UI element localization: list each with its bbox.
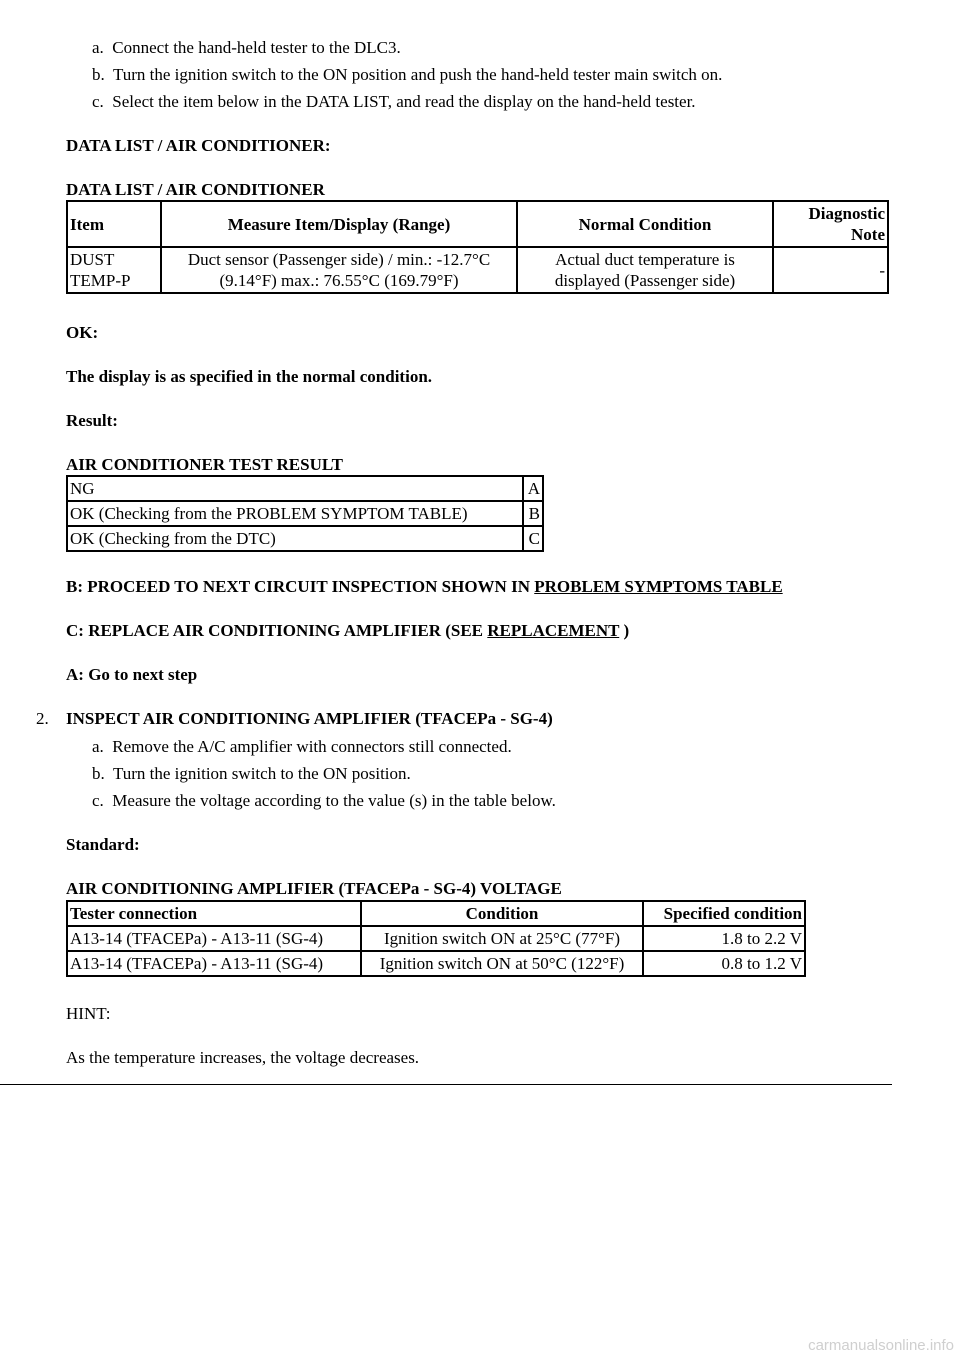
step-letter: a. bbox=[92, 38, 104, 57]
result-condition: OK (Checking from the DTC) bbox=[67, 526, 523, 551]
step-2a bbox=[92, 737, 512, 757]
step-letter: b. bbox=[92, 764, 105, 783]
cell-measure: Duct sensor (Passenger side) / min.: -12.7°C (9.14°F) max.: 76.55°C (169.79°F) bbox=[161, 247, 517, 293]
header-item: Item bbox=[67, 201, 161, 247]
header-measure: Measure Item/Display (Range) bbox=[161, 201, 517, 247]
header-note: Note bbox=[851, 225, 885, 244]
result-b-text: B: PROCEED TO NEXT CIRCUIT INSPECTION SHOWN IN bbox=[66, 577, 535, 596]
step-number: 2. bbox=[36, 709, 49, 728]
step-letter: b. bbox=[92, 65, 105, 84]
result-c-line bbox=[66, 621, 629, 641]
step-text: Turn the ignition switch to the ON position and push the hand-held tester main switch on. bbox=[112, 65, 723, 84]
result-condition: NG bbox=[67, 476, 523, 501]
result-condition: OK (Checking from the PROBLEM SYMPTOM TABLE) bbox=[67, 501, 523, 526]
step-title: INSPECT AIR CONDITIONING AMPLIFIER (TFACEPa - SG-4) bbox=[66, 709, 553, 728]
ok-text: The display is as specified in the normal condition. bbox=[66, 367, 433, 386]
data-list-heading: DATA LIST / AIR CONDITIONER: bbox=[66, 136, 331, 155]
ok-label: OK: bbox=[66, 323, 99, 342]
result-code: B bbox=[523, 501, 543, 526]
table-row bbox=[67, 247, 888, 293]
cell-condition: Ignition switch ON at 50°C (122°F) bbox=[361, 951, 643, 976]
problem-symptoms-table-link[interactable]: PROBLEM SYMPTOMS TABLE bbox=[534, 577, 783, 596]
step-text: Remove the A/C amplifier with connectors still connected. bbox=[112, 737, 512, 756]
voltage-table bbox=[66, 900, 806, 977]
result-caption: AIR CONDITIONER TEST RESULT bbox=[66, 455, 343, 474]
cell-tester-connection: A13-14 (TFACEPa) - A13-11 (SG-4) bbox=[67, 926, 361, 951]
cell-specified-condition: 1.8 to 2.2 V bbox=[643, 926, 805, 951]
cell-condition: Ignition switch ON at 25°C (77°F) bbox=[361, 926, 643, 951]
header-tester-connection: Tester connection bbox=[67, 901, 361, 926]
step-text: Measure the voltage according to the value (s) in the table below. bbox=[112, 791, 556, 810]
header-diagnostic: Diagnostic bbox=[808, 204, 885, 223]
step-letter: c. bbox=[92, 791, 104, 810]
result-a-text: A: Go to next step bbox=[66, 665, 198, 684]
step-2-heading bbox=[36, 709, 553, 729]
page-divider bbox=[0, 1084, 892, 1085]
replacement-link[interactable]: REPLACEMENT bbox=[487, 621, 620, 640]
hint-label: HINT: bbox=[66, 1004, 111, 1023]
result-code: C bbox=[523, 526, 543, 551]
result-c-end: ) bbox=[619, 621, 630, 640]
header-diagnostic-note bbox=[773, 201, 888, 247]
step-text: Connect the hand-held tester to the DLC3. bbox=[112, 38, 401, 57]
table-header-row bbox=[67, 201, 888, 247]
cell-note: - bbox=[773, 247, 888, 293]
cell-specified-condition: 0.8 to 1.2 V bbox=[643, 951, 805, 976]
result-code: A bbox=[523, 476, 543, 501]
step-2c bbox=[92, 791, 556, 811]
header-normal: Normal Condition bbox=[517, 201, 773, 247]
table-row bbox=[67, 526, 543, 551]
data-list-table bbox=[66, 200, 889, 294]
table-row bbox=[67, 951, 805, 976]
data-list-caption: DATA LIST / AIR CONDITIONER bbox=[66, 180, 325, 199]
watermark: carmanualsonline.info bbox=[808, 1337, 954, 1354]
step-1a bbox=[92, 38, 401, 58]
step-letter: c. bbox=[92, 92, 104, 111]
result-c-text: C: REPLACE AIR CONDITIONING AMPLIFIER (SEE bbox=[66, 621, 488, 640]
standard-label: Standard: bbox=[66, 835, 140, 854]
result-b-line bbox=[66, 577, 783, 597]
step-text: Select the item below in the DATA LIST, and read the display on the hand-held tester. bbox=[112, 92, 696, 111]
voltage-caption: AIR CONDITIONING AMPLIFIER (TFACEPa - SG-4) VOLTAGE bbox=[66, 879, 562, 898]
header-specified-condition: Specified condition bbox=[643, 901, 805, 926]
step-1b bbox=[92, 65, 722, 85]
result-label: Result: bbox=[66, 411, 118, 430]
step-text: Turn the ignition switch to the ON position. bbox=[112, 764, 411, 783]
hint-text: As the temperature increases, the voltage decreases. bbox=[66, 1048, 420, 1067]
table-row bbox=[67, 501, 543, 526]
cell-normal: Actual duct temperature is displayed (Passenger side) bbox=[517, 247, 773, 293]
table-row bbox=[67, 926, 805, 951]
cell-tester-connection: A13-14 (TFACEPa) - A13-11 (SG-4) bbox=[67, 951, 361, 976]
table-row bbox=[67, 476, 543, 501]
step-1c bbox=[92, 92, 696, 112]
cell-item: DUST TEMP-P bbox=[67, 247, 161, 293]
result-table bbox=[66, 475, 544, 552]
step-letter: a. bbox=[92, 737, 104, 756]
table-header-row bbox=[67, 901, 805, 926]
step-2b bbox=[92, 764, 411, 784]
header-condition: Condition bbox=[361, 901, 643, 926]
